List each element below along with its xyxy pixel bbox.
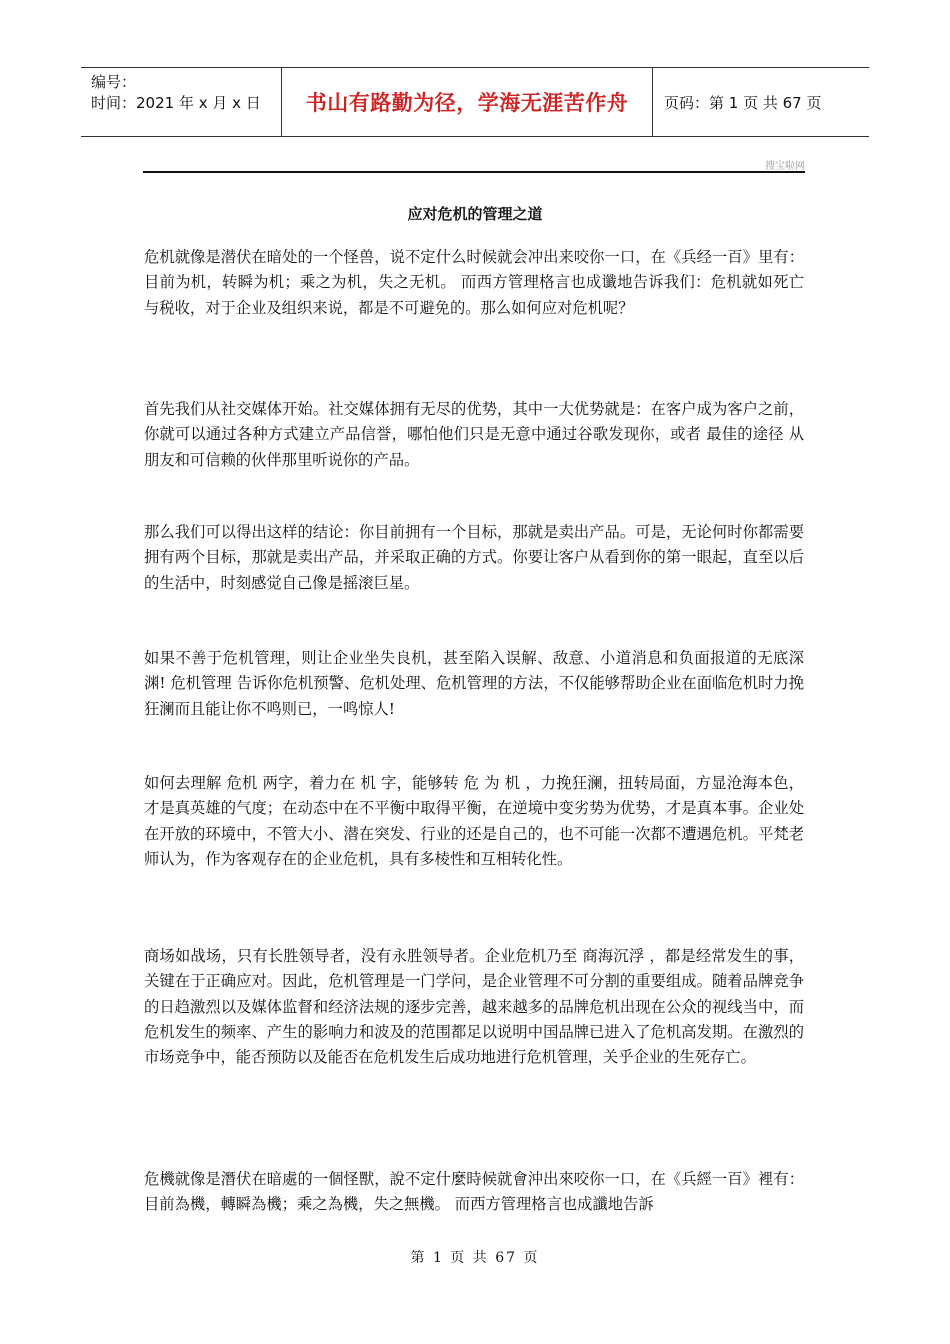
paragraph-7: 危機就像是潛伏在暗處的一個怪獸，說不定什麼時候就會沖出來咬你一口，在《兵經一百》裡有： 目前為機，轉瞬為機；乘之為機，失之無機。 而西方管理格言也成讖地告訴	[144, 1170, 804, 1214]
number-label: 编号：	[91, 73, 137, 91]
paragraph-3: 那么我们可以得出这样的结论：你目前拥有一个目标，那就是卖出产品。可是，无论何时你都需要拥有两个目标，那就是卖出产品，并采取正确的方式。你要让客户从看到你的第一眼起，直至以后的生活中，时刻感觉自己像是摇滚巨星。	[144, 523, 804, 592]
motto-text: 书山有路勤为径，学海无涯苦作舟	[305, 91, 629, 115]
header-divider	[143, 171, 805, 173]
document-title: 应对危机的管理之道	[407, 205, 543, 223]
header-motto-cell	[282, 68, 653, 136]
header-page-info: 页码：第 1 页 共 67 页	[664, 93, 822, 112]
paragraph-1: 危机就像是潜伏在暗处的一个怪兽，说不定什么时候就会冲出来咬你一口，在《兵经一百》里有： 目前为机，转瞬为机；乘之为机，失之无机。 而西方管理格言也成谶地告诉我们：危机就如死亡与税收，对于企业及组织来说，都是不可避免的。那么如何应对危机呢？	[144, 248, 804, 317]
paragraph-6: 商场如战场，只有长胜领导者，没有永胜领导者。企业危机乃至 商海沉浮 ，都是经常发生的事，关键在于正确应对。因此，危机管理是一门学问，是企业管理不可分割的重要组成。随着品牌竞争的日趋激烈以及媒体监督和经济法规的逐步完善，越来越多的品牌危机出现在公众的视线当中，而危机发生的频率、产生的影响力和波及的范围都足以说明中国品牌已进入了危机高发期。在激烈的市场竞争中，能否预防以及能否在危机发生后成功地进行危机管理，关乎企业的生死存亡。	[144, 947, 804, 1067]
time-label: 时间：2021 年 x 月 x 日	[91, 94, 261, 112]
paragraph-4: 如果不善于危机管理，则让企业坐失良机，甚至陷入误解、敌意、小道消息和负面报道的无底深渊! 危机管理 告诉你危机预警、危机处理、危机管理的方法，不仅能够帮助企业在面临危机时力挽狂澜而且能让你不鸣则已，一鸣惊人!	[144, 649, 804, 718]
header-table	[81, 67, 869, 137]
watermark-site-name: 搜宝啦网	[765, 161, 805, 172]
header-meta-cell	[81, 68, 282, 136]
paragraph-5: 如何去理解 危机 两字，着力在 机 字，能够转 危 为 机 ，力挽狂澜，扭转局面，方显沧海本色，才是真英雄的气度；在动态中在不平衡中取得平衡，在逆境中变劣势为优势，才是真本事。企业处在开放的环境中，不管大小、潜在突发、行业的还是自己的，也不可能一次都不遭遇危机。平梵老师认为，作为客观存在的企业危机，具有多棱性和互相转化性。	[144, 774, 804, 868]
page-footer: 第 1 页 共 67 页	[410, 1250, 540, 1266]
paragraph-2: 首先我们从社交媒体开始。社交媒体拥有无尽的优势，其中一大优势就是：在客户成为客户之前，你就可以通过各种方式建立产品信誉，哪怕他们只是无意中通过谷歌发现你，或者 最佳的途径 从朋友和可信赖的伙伴那里听说你的产品。	[144, 400, 804, 469]
